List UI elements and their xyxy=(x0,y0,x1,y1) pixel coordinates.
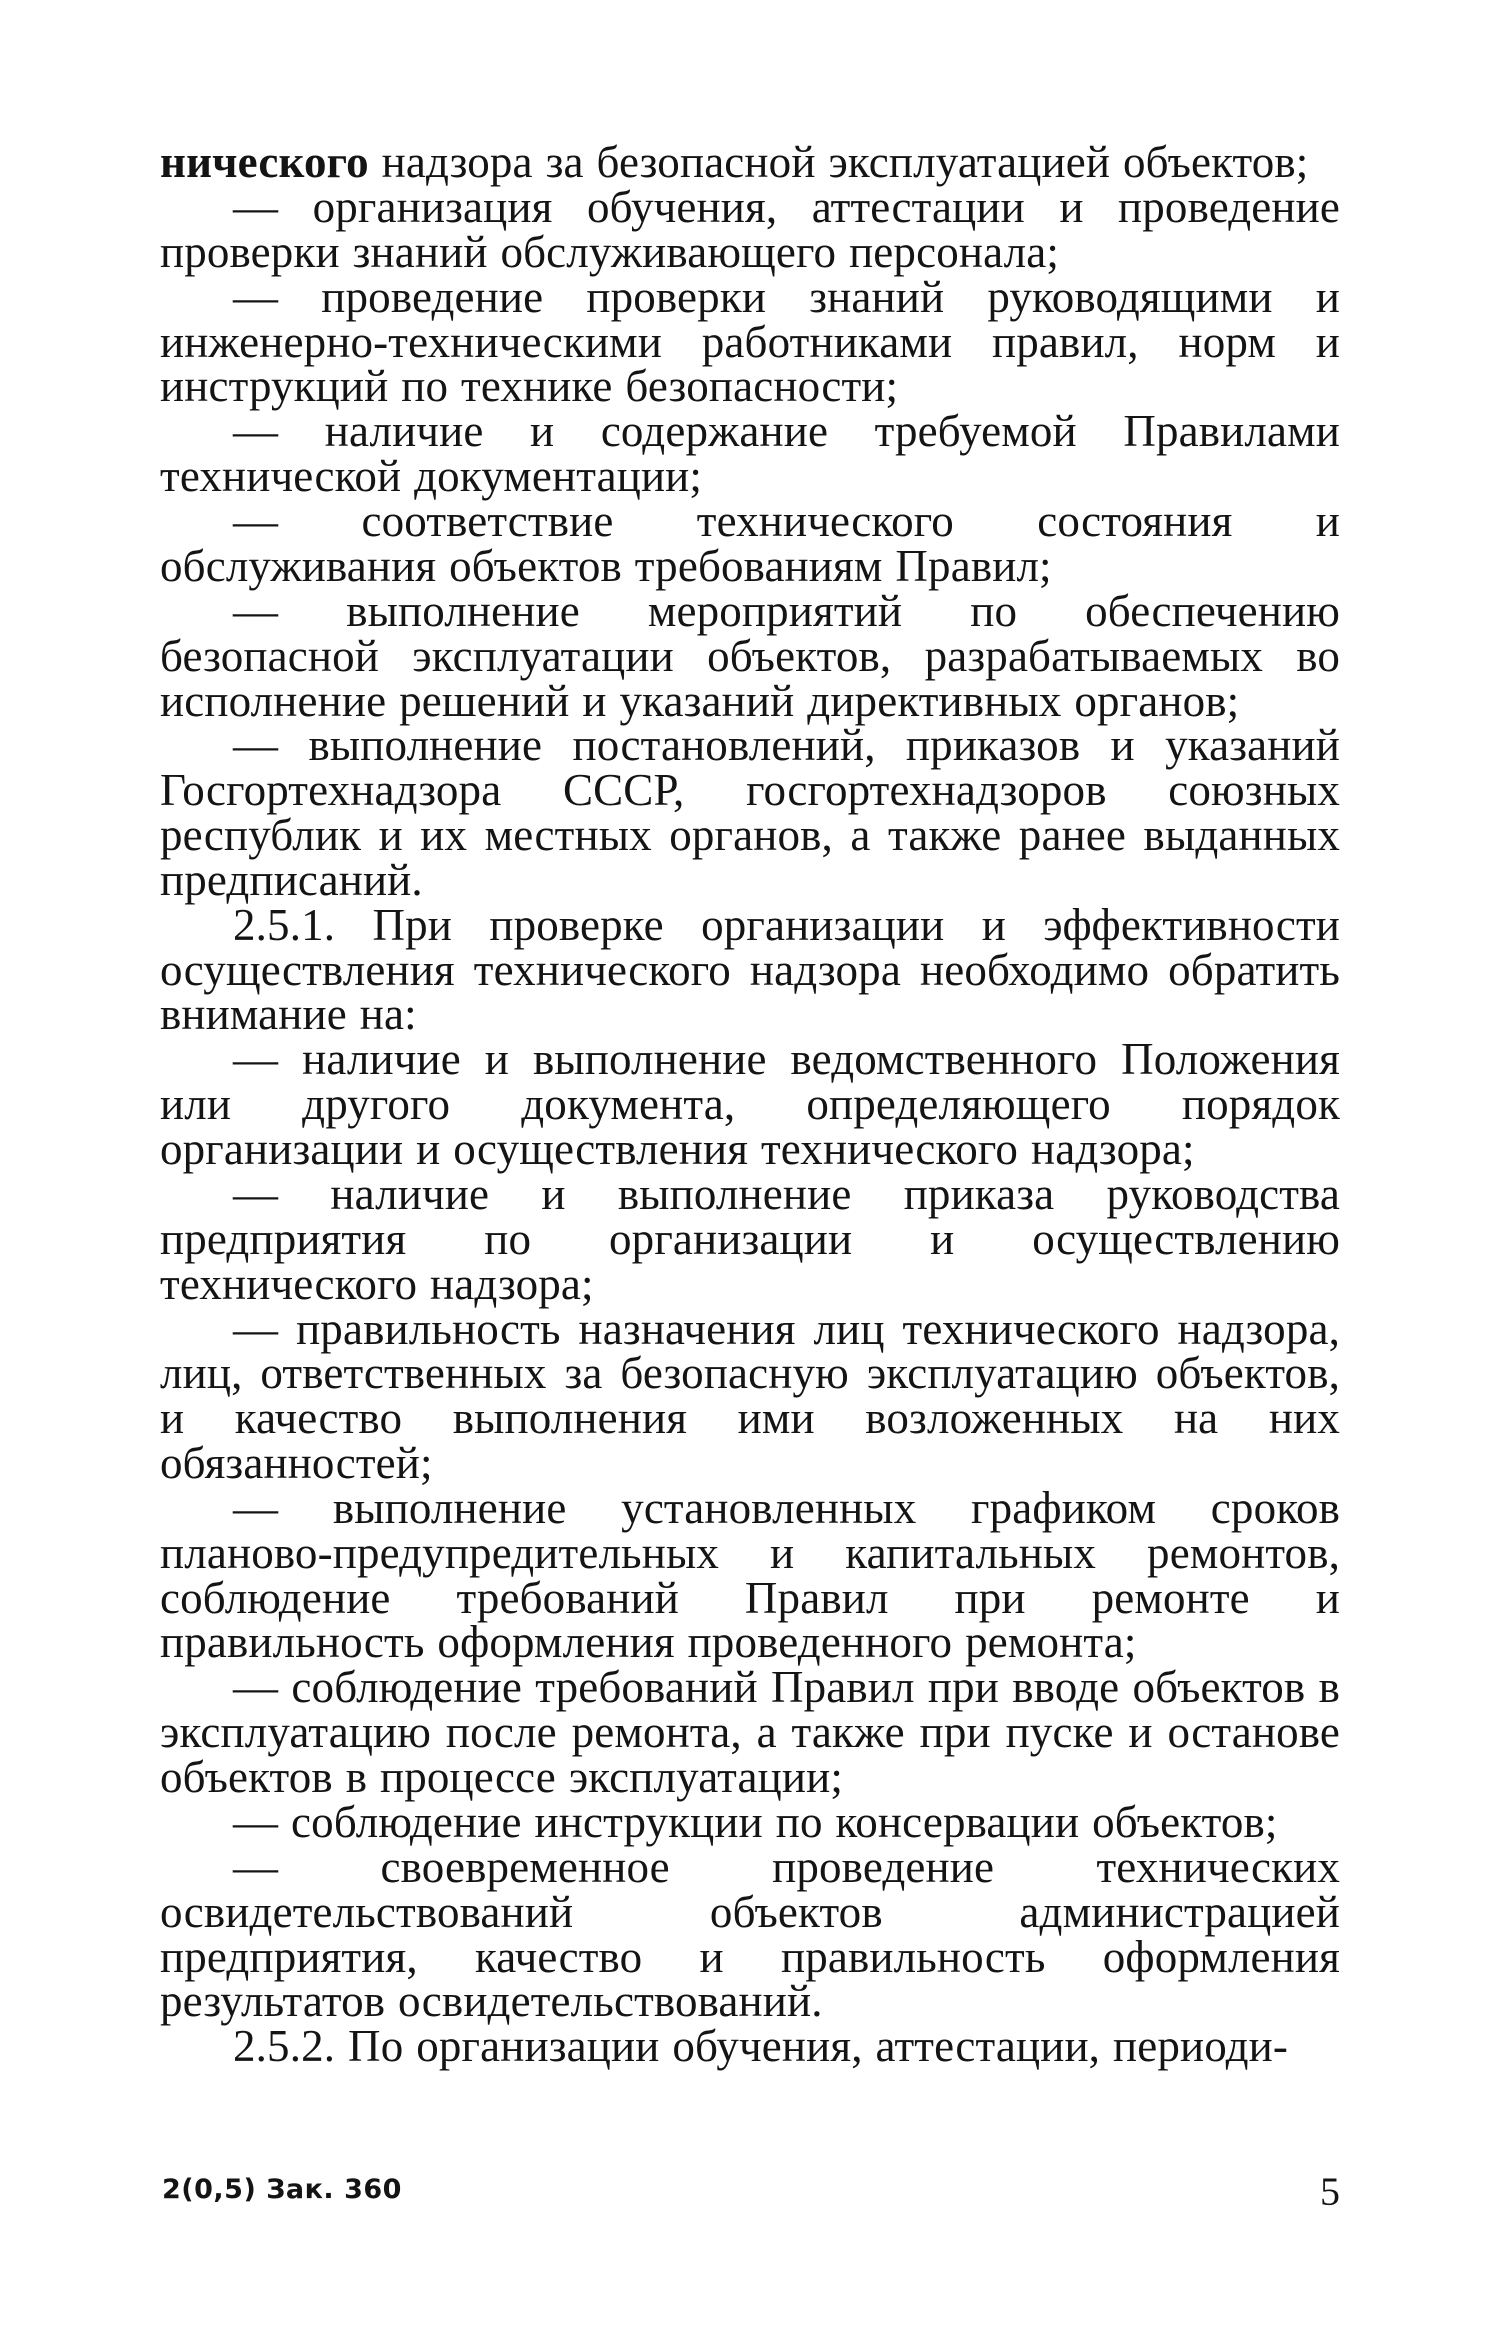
paragraph-10: — наличие и выполнение приказа руководства предприятия по организации и осуществлению технического надзора; xyxy=(160,1169,1340,1309)
paragraph-9: — наличие и выполнение ведомственного Положения или другого документа, определяющего порядок организации и осуществления технического надзора; xyxy=(160,1034,1340,1175)
paragraph-12: — выполнение установленных графиком сроков планово-предупредительных и капитальных ремонтов, соблюдение требований Правил при ремонте и правильность оформления проведенного ремонта; xyxy=(160,1482,1340,1668)
paragraph-3: — проведение проверки знаний руководящими и инженерно-техническими работниками правил, норм и инструкций по технике безопасности; xyxy=(160,271,1340,412)
paragraph-8: 2.5.1. При проверке организации и эффективности осуществления технического надзора необходимо обратить внимание на: xyxy=(160,899,1340,1040)
paragraph-11: — правильность назначения лиц технического надзора, лиц, ответственных за безопасную эксплуатацию объектов, и качество выполнения ими возложенных на них обязанностей; xyxy=(160,1303,1340,1488)
print-mark: 2(0,5) Зак. 360 xyxy=(162,2174,402,2205)
paragraph-2: — организация обучения, аттестации и проведение проверки знаний обслуживающего персонала; xyxy=(160,181,1340,277)
paragraph-6: — выполнение мероприятий по обеспечению безопасной эксплуатации объектов, разрабатываемых во исполнение решений и указаний директивных органов; xyxy=(160,585,1340,726)
paragraph-16: 2.5.2. По организации обучения, аттестации, периоди- xyxy=(233,2021,1288,2072)
paragraph-4: — наличие и содержание требуемой Правилами технической документации; xyxy=(160,406,1340,502)
paragraph-7: — выполнение постановлений, приказов и указаний Госгортехнадзора СССР, госгортехнадзоров союзных республик и их местных органов, а также ранее выданных предписаний. xyxy=(160,720,1340,905)
paragraph-5: — соответствие технического состояния и обслуживания объектов требованиям Правил; xyxy=(160,496,1340,591)
document-page xyxy=(160,137,1340,2220)
page-number: 5 xyxy=(1320,2169,1340,2214)
page-footer xyxy=(162,2169,1340,2224)
paragraph-1-text: надзора за безопасной эксплуатацией объектов; xyxy=(368,137,1309,187)
paragraph-15: — своевременное проведение технических освидетельствований объектов администрацией предприятия, качество и правильность оформления результатов освидетельствований. xyxy=(160,1841,1340,2027)
paragraph-14: — соблюдение инструкции по консервации объектов; xyxy=(233,1796,1278,1847)
paragraph-1 xyxy=(160,137,1340,187)
paragraph-13: — соблюдение требований Правил при вводе объектов в эксплуатацию после ремонта, а также при пуске и останове объектов в процессе эксплуатации; xyxy=(160,1662,1340,1802)
paragraph-1-lead: нического xyxy=(160,137,369,187)
